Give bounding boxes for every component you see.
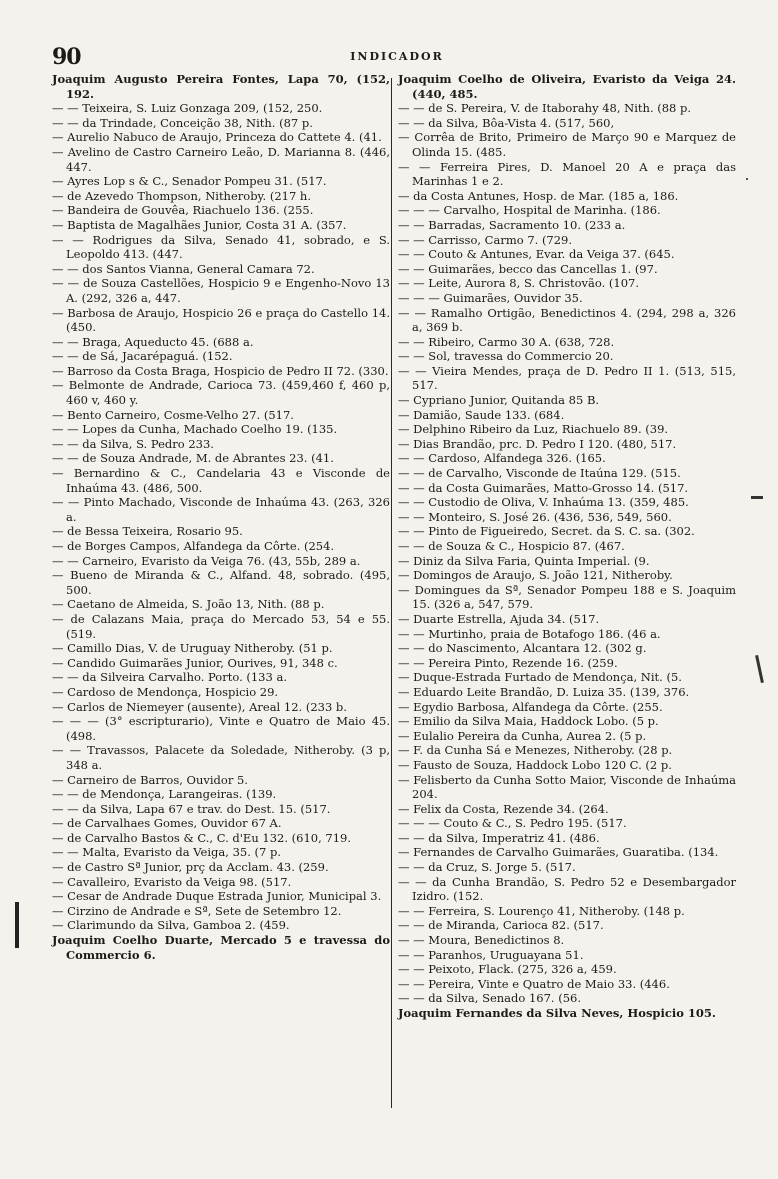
directory-entry: — — da Silva, S. Pedro 233.: [52, 436, 214, 451]
directory-entry: — — Rodrigues da Silva, Senado 41, sobrado, e S. Leopoldo 413. (447.: [52, 232, 390, 262]
directory-entry: — — de Mendonça, Larangeiras. (139.: [52, 787, 277, 802]
directory-entry: — de Borges Campos, Alfandega da Côrte. (254.: [52, 539, 335, 553]
page-header: [52, 44, 742, 68]
directory-entry: — Caetano de Almeida, S. João 13, Nith. (88 p.: [52, 597, 325, 612]
directory-entry: — — Ferreira Pires, D. Manoel 20 A e praça das Marinhas 1 e 2.: [398, 159, 736, 189]
directory-entry: — Delphino Ribeiro da Luz, Riachuelo 89. (39.: [398, 422, 669, 437]
directory-entry: — da Costa Antunes, Hosp. de Mar. (185 a, 186.: [398, 188, 679, 203]
directory-entry: — Avelino de Castro Carneiro Leão, D. Marianna 8. (446, 447.: [52, 144, 390, 174]
directory-entry: — — Moura, Benedictinos 8.: [398, 933, 565, 948]
directory-entry: — de Carvalho Bastos & C., C. d'Eu 132. (610, 719.: [52, 830, 351, 845]
margin-mark: [15, 902, 19, 948]
directory-entry: — — de Miranda, Carioca 82. (517.: [398, 918, 604, 933]
directory-entry: — Baptista de Magalhães Junior, Costa 31 A. (357.: [52, 217, 347, 232]
directory-entry: — — Leite, Aurora 8, S. Christovão. (107.: [398, 276, 640, 291]
directory-entry: — Domingues da Sª, Senador Pompeu 188 e S. Joaquim 15. (326 a, 547, 579.: [398, 582, 736, 612]
directory-entry: — — Lopes da Cunha, Machado Coelho 19. (135.: [52, 422, 338, 437]
directory-entry: — — da Silveira Carvalho. Porto. (133 a.: [52, 670, 287, 685]
directory-entry: — — — (3° escripturario), Vinte e Quatro de Maio 45. (498.: [52, 714, 390, 743]
directory-entry: — F. da Cunha Sá e Menezes, Nitheroby. (28 p.: [398, 743, 673, 758]
directory-entry: — — Monteiro, S. José 26. (436, 536, 549, 560.: [398, 509, 672, 524]
directory-entry: — Domingos de Araujo, S. João 121, Nitheroby.: [398, 568, 673, 583]
directory-entry: — Corrêa de Brito, Primeiro de Março 90 e Marquez de Olinda 15. (485.: [398, 130, 736, 159]
directory-entry: — — Ribeiro, Carmo 30 A. (638, 728.: [398, 334, 615, 349]
directory-entry: — Diniz da Silva Faria, Quinta Imperial. (9.: [398, 553, 650, 568]
directory-entry: — Barbosa de Araujo, Hospicio 26 e praça do Castello 14. (450.: [52, 305, 390, 335]
directory-entry: — — Travassos, Palacete da Soledade, Nitheroby. (3 p, 348 a.: [52, 743, 390, 772]
directory-entry: — — do Nascimento, Alcantara 12. (302 g.: [398, 641, 647, 656]
directory-entry: — Cirzino de Andrade e Sª, Sete de Setembro 12.: [52, 903, 342, 918]
directory-entry: Joaquim Augusto Pereira Fontes, Lapa 70, (152, 192.: [52, 72, 390, 101]
directory-entry: — Camillo Dias, V. de Uruguay Nitheroby. (51 p.: [52, 641, 333, 656]
directory-entry: — — da Cunha Brandão, S. Pedro 52 e Desembargador Izidro. (152.: [398, 874, 736, 904]
directory-entry: — Cypriano Junior, Quitanda 85 B.: [398, 393, 600, 408]
right-column: [398, 72, 736, 1021]
directory-entry: — Clarimundo da Silva, Gamboa 2. (459.: [52, 918, 290, 933]
directory-entry: — — Barradas, Sacramento 10. (233 a.: [398, 217, 626, 232]
directory-entry: — — de Sá, Jacarépaguá. (152.: [52, 349, 233, 364]
directory-entry: — — Couto & Antunes, Evar. da Veiga 37. (645.: [398, 247, 675, 262]
directory-entry: — Belmonte de Andrade, Carioca 73. (459,460 f, 460 p, 460 v, 460 y.: [52, 378, 390, 408]
margin-mark: [751, 496, 763, 499]
column-divider: [391, 78, 392, 1108]
directory-entry: — de Azevedo Thompson, Nitheroby. (217 h.: [52, 188, 311, 203]
directory-entry: — — Guimarães, becco das Cancellas 1. (97.: [398, 261, 658, 276]
directory-entry: — Dias Brandão, prc. D. Pedro I 120. (480, 517.: [398, 436, 677, 451]
directory-entry: — — da Trindade, Conceição 38, Nith. (87 p.: [52, 115, 313, 130]
page-number: 90: [52, 44, 81, 70]
directory-entry: — — — Guimarães, Ouvidor 35.: [398, 290, 583, 305]
directory-entry: — — de Souza Castellões, Hospicio 9 e Engenho-Novo 13 A. (292, 326 a, 447.: [52, 276, 390, 305]
directory-entry: — Carlos de Niemeyer (ausente), Areal 12. (233 b.: [52, 699, 347, 714]
left-column: [52, 72, 390, 962]
directory-entry: — Emilio da Silva Maia, Haddock Lobo. (5 p.: [398, 714, 659, 729]
directory-entry: — Egydio Barbosa, Alfandega da Côrte. (255.: [398, 699, 663, 714]
margin-mark: [746, 178, 748, 180]
directory-entry: Joaquim Coelho Duarte, Mercado 5 e travessa do Commercio 6.: [52, 933, 390, 962]
directory-entry: — Eduardo Leite Brandão, D. Luiza 35. (139, 376.: [398, 684, 690, 699]
directory-entry: — — Cardoso, Alfandega 326. (165.: [398, 451, 606, 466]
directory-entry: — — de Souza & C., Hospicio 87. (467.: [398, 539, 625, 553]
directory-entry: — Cavalleiro, Evaristo da Veiga 98. (517.: [52, 874, 292, 889]
directory-entry: — Bandeira de Gouvêa, Riachuelo 136. (255.: [52, 203, 314, 218]
directory-entry: — Candido Guimarães Junior, Ourives, 91, 348 c.: [52, 655, 338, 670]
directory-entry: — — Teixeira, S. Luiz Gonzaga 209, (152, 250.: [52, 101, 323, 116]
directory-entry: — Aurelio Nabuco de Araujo, Princeza do Cattete 4. (41.: [52, 130, 382, 145]
directory-entry: — — de S. Pereira, V. de Itaborahy 48, Nith. (88 p.: [398, 101, 692, 116]
directory-entry: — — — Couto & C., S. Pedro 195. (517.: [398, 816, 627, 831]
directory-entry: — Fausto de Souza, Haddock Lobo 120 C. (2 p.: [398, 757, 672, 772]
directory-entry: — — Pereira, Vinte e Quatro de Maio 33. (446.: [398, 976, 670, 991]
directory-entry: — — Ferreira, S. Lourenço 41, Nitheroby. (148 p.: [398, 903, 685, 918]
directory-entry: — — da Silva, Imperatriz 41. (486.: [398, 830, 600, 845]
directory-entry: — Fernandes de Carvalho Guimarães, Guaratiba. (134.: [398, 845, 719, 860]
directory-entry: — — da Silva, Bôa-Vista 4. (517, 560,: [398, 115, 615, 130]
directory-entry: — — de Carvalho, Visconde de Itaúna 129. (515.: [398, 466, 681, 481]
directory-entry: — — Pereira Pinto, Rezende 16. (259.: [398, 655, 618, 670]
directory-entry: — — de Souza Andrade, M. de Abrantes 23. (41.: [52, 451, 334, 466]
directory-entry: — — da Costa Guimarães, Matto-Grosso 14. (517.: [398, 480, 689, 495]
directory-entry: — — Paranhos, Uruguayana 51.: [398, 947, 584, 962]
directory-entry: — — Peixoto, Flack. (275, 326 a, 459.: [398, 962, 617, 977]
directory-entry: — — Pinto de Figueiredo, Secret. da S. C. sa. (302.: [398, 524, 695, 539]
directory-entry: — Bueno de Miranda & C., Alfand. 48, sobrado. (495, 500.: [52, 568, 390, 597]
directory-entry: — Duque-Estrada Furtado de Mendonça, Nit. (5.: [398, 670, 682, 685]
directory-entry: — Carneiro de Barros, Ouvidor 5.: [52, 772, 248, 787]
directory-entry: — Felisberto da Cunha Sotto Maior, Visconde de Inhaúma 204.: [398, 772, 736, 802]
directory-entry: — — Sol, travessa do Commercio 20.: [398, 349, 614, 364]
directory-entry: — — Carrisso, Carmo 7. (729.: [398, 232, 573, 247]
directory-entry: — Duarte Estrella, Ajuda 34. (517.: [398, 611, 600, 626]
directory-entry: — — Ramalho Ortigão, Benedictinos 4. (294, 298 a, 326 a, 369 b.: [398, 305, 736, 335]
directory-entry: — — da Silva, Senado 167. (56.: [398, 991, 582, 1006]
directory-entry: Joaquim Fernandes da Silva Neves, Hospicio 105.: [398, 1006, 716, 1020]
directory-entry: — — dos Santos Vianna, General Camara 72.: [52, 261, 315, 276]
directory-entry: — Barroso da Costa Braga, Hospicio de Pedro II 72. (330.: [52, 363, 389, 378]
directory-entry: — — Carneiro, Evaristo da Veiga 76. (43, 55b, 289 a.: [52, 553, 361, 568]
directory-entry: — — Braga, Aqueducto 45. (688 a.: [52, 334, 254, 349]
directory-entry: — Cesar de Andrade Duque Estrada Junior, Municipal 3.: [52, 889, 382, 904]
directory-entry: — Bernardino & C., Candelaria 43 e Visconde de Inhaúma 43. (486, 500.: [52, 466, 390, 495]
directory-entry: — — Murtinho, praia de Botafogo 186. (46 a.: [398, 626, 661, 641]
running-head: INDICADOR: [350, 50, 444, 63]
directory-entry: Joaquim Coelho de Oliveira, Evaristo da Veiga 24. (440, 485.: [398, 72, 736, 101]
directory-entry: — — Malta, Evaristo da Veiga, 35. (7 p.: [52, 845, 281, 860]
directory-entry: — Damião, Saude 133. (684.: [398, 407, 565, 422]
directory-entry: — — da Silva, Lapa 67 e trav. do Dest. 15. (517.: [52, 801, 331, 816]
directory-entry: — — — Carvalho, Hospital de Marinha. (186.: [398, 203, 661, 218]
directory-entry: — Bento Carneiro, Cosme-Velho 27. (517.: [52, 407, 294, 422]
directory-entry: — Eulalio Pereira da Cunha, Aurea 2. (5 p.: [398, 728, 647, 743]
directory-entry: — — Custodio de Oliva, V. Inhaúma 13. (359, 485.: [398, 495, 689, 510]
directory-entry: — de Calazans Maia, praça do Mercado 53, 54 e 55. (519.: [52, 611, 390, 641]
directory-entry: — — Pinto Machado, Visconde de Inhaúma 43. (263, 326 a.: [52, 495, 390, 524]
directory-entry: — de Castro Sª Junior, prç da Acclam. 43. (259.: [52, 860, 329, 875]
directory-entry: — de Bessa Teixeira, Rosario 95.: [52, 524, 243, 539]
directory-entry: — Felix da Costa, Rezende 34. (264.: [398, 801, 609, 816]
directory-entry: — Ayres Lop s & C., Senador Pompeu 31. (517.: [52, 174, 327, 189]
directory-entry: — — da Cruz, S. Jorge 5. (517.: [398, 860, 576, 875]
directory-entry: — de Carvalhaes Gomes, Ouvidor 67 A.: [52, 816, 282, 831]
directory-entry: — Cardoso de Mendonça, Hospicio 29.: [52, 684, 279, 699]
margin-mark: [755, 655, 764, 683]
directory-entry: — — Vieira Mendes, praça de D. Pedro II 1. (513, 515, 517.: [398, 363, 736, 393]
